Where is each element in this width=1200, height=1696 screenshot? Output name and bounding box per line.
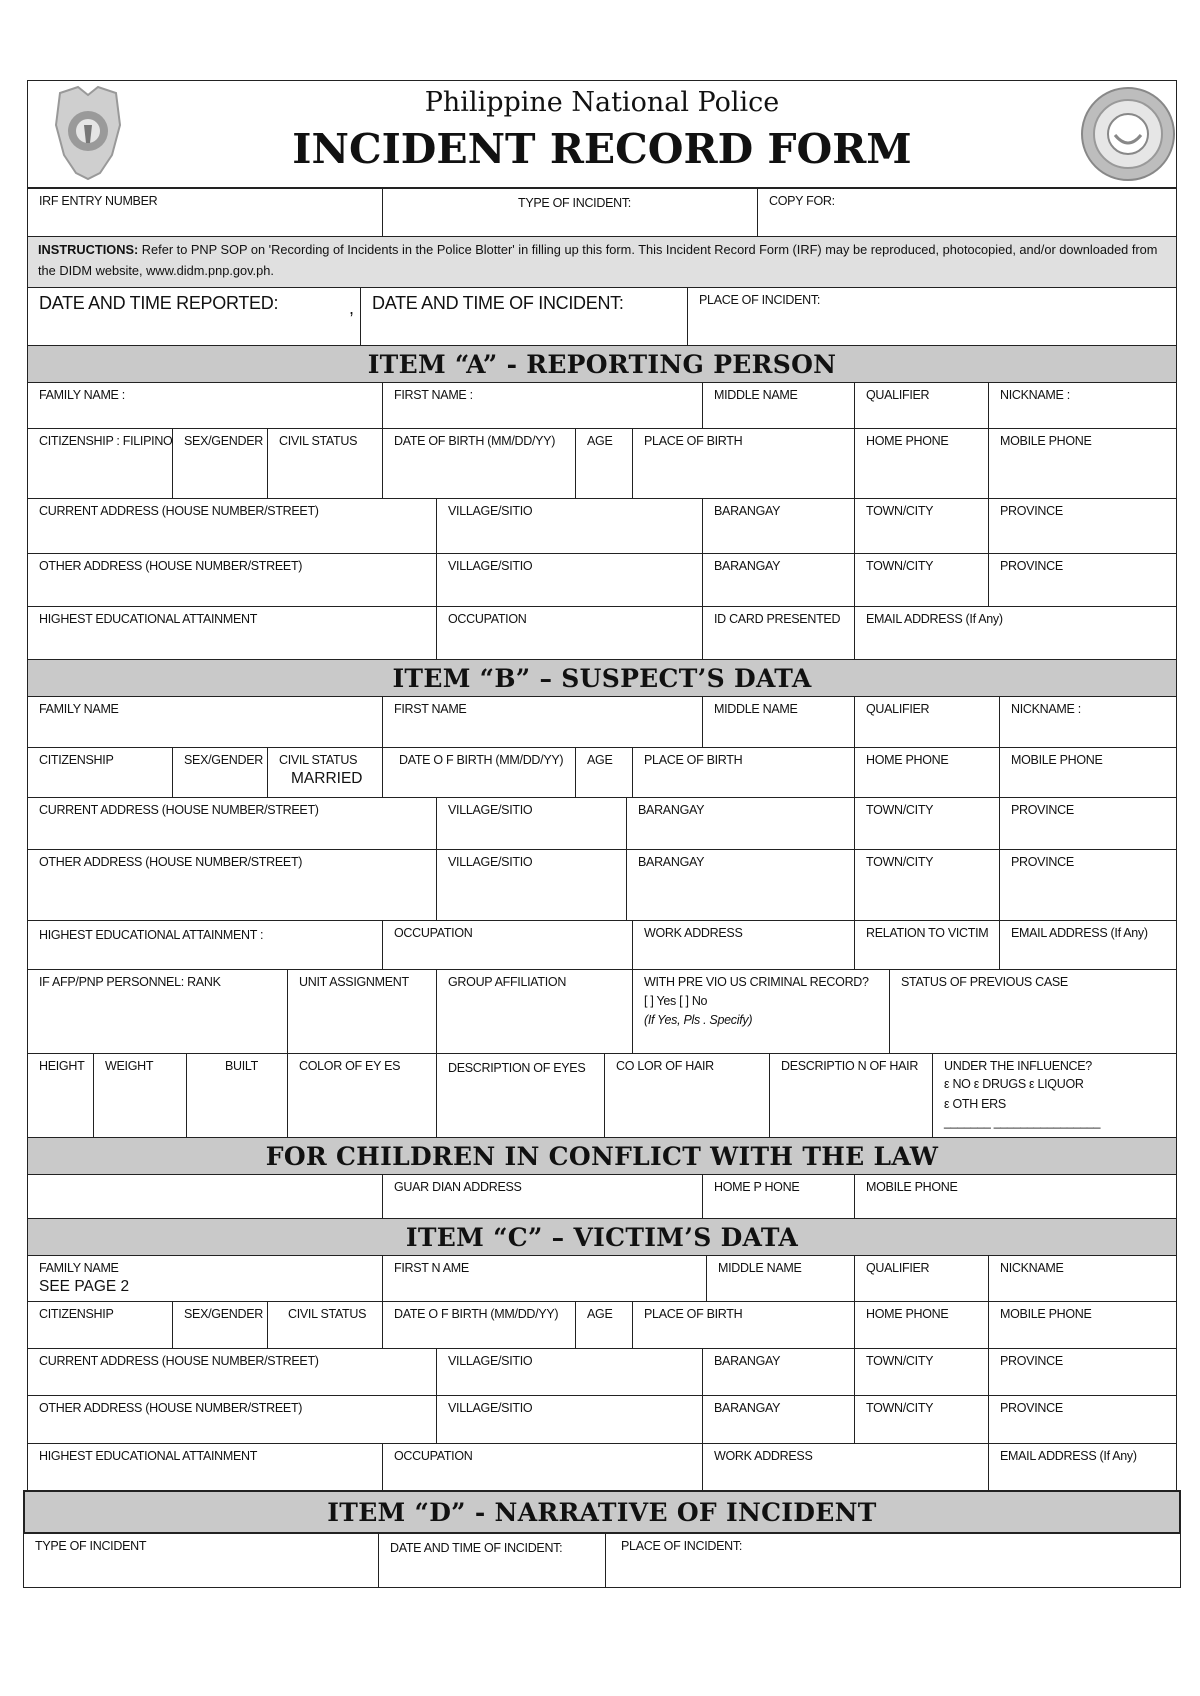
b-relation-label: RELATION TO VICTIM xyxy=(866,926,989,940)
b-first-name-label: FIRST NAME xyxy=(394,702,467,716)
a-home-phone-label: HOME PHONE xyxy=(866,434,949,448)
c-email-cell[interactable] xyxy=(988,1443,1177,1491)
a-place-of-birth-cell[interactable] xyxy=(632,428,855,499)
b-civil-status-value: MARRIED xyxy=(291,770,363,787)
a-province2-label: PROVINCE xyxy=(1000,559,1063,573)
a-qualifier-cell[interactable] xyxy=(854,382,989,429)
b-home-phone-cell[interactable] xyxy=(854,747,1000,798)
a-occupation-cell[interactable] xyxy=(436,606,703,660)
b-first-name-cell[interactable] xyxy=(382,696,703,748)
a-village-label: VILLAGE/SITIO xyxy=(448,504,533,518)
b-influence-options-2[interactable]: ε OTH ERS xyxy=(944,1097,1006,1111)
a-province-label: PROVINCE xyxy=(1000,504,1063,518)
a-barangay-cell[interactable] xyxy=(702,498,855,554)
b-barangay2-cell[interactable] xyxy=(626,849,855,921)
b-influence-label: UNDER THE INFLUENCE? xyxy=(944,1059,1092,1073)
b-work-address-label: WORK ADDRESS xyxy=(644,926,743,940)
b-current-address-cell[interactable] xyxy=(27,797,437,850)
c-other-address-label: OTHER ADDRESS (HOUSE NUMBER/STREET) xyxy=(39,1401,303,1415)
a-village-cell[interactable] xyxy=(436,498,703,554)
c-village2-cell[interactable] xyxy=(436,1395,703,1444)
b-town-cell[interactable] xyxy=(854,797,1000,850)
b-dob-label: DATE O F BIRTH (MM/DD/YY) xyxy=(399,753,564,767)
a-nickname-label: NICKNAME : xyxy=(1000,388,1070,402)
b-rank-cell[interactable] xyxy=(27,969,288,1054)
c-village2-label: VILLAGE/SITIO xyxy=(448,1401,533,1415)
children-heading: FOR CHILDREN IN CONFLICT WITH THE LAW xyxy=(27,1137,1177,1175)
date-incident-label: DATE AND TIME OF INCIDENT: xyxy=(372,293,624,313)
a-id-card-cell[interactable] xyxy=(702,606,855,660)
a-home-phone-cell[interactable] xyxy=(854,428,989,499)
c-mobile-phone-label: MOBILE PHONE xyxy=(1000,1307,1092,1321)
c-barangay2-label: BARANGAY xyxy=(714,1401,781,1415)
c-place-of-birth-cell[interactable] xyxy=(632,1301,855,1349)
a-current-address-cell[interactable] xyxy=(27,498,437,554)
a-province-cell[interactable] xyxy=(988,498,1177,554)
place-incident-label: PLACE OF INCIDENT: xyxy=(699,293,821,307)
b-weight-label: WEIGHT xyxy=(105,1059,154,1073)
b-village-cell[interactable] xyxy=(436,797,627,850)
a-village2-cell[interactable] xyxy=(436,553,703,607)
item-b-heading: ITEM “B” – SUSPECT’S DATA xyxy=(27,659,1177,697)
c-civil-status-cell[interactable] xyxy=(267,1301,383,1349)
b-civil-status-cell[interactable] xyxy=(267,747,383,798)
a-current-address-label: CURRENT ADDRESS (HOUSE NUMBER/STREET) xyxy=(39,504,319,518)
b-place-of-birth-cell[interactable] xyxy=(632,747,855,798)
a-other-address-cell[interactable] xyxy=(27,553,437,607)
b-village-label: VILLAGE/SITIO xyxy=(448,803,533,817)
b-eye-desc-cell[interactable] xyxy=(436,1053,605,1138)
b-group-cell[interactable] xyxy=(436,969,633,1054)
b-barangay2-label: BARANGAY xyxy=(638,855,705,869)
copy-for-cell[interactable] xyxy=(757,188,1177,237)
b-built-cell[interactable] xyxy=(186,1053,288,1138)
children-guardian-address-cell[interactable] xyxy=(382,1174,703,1219)
b-criminal-record-specify: (If Yes, Pls . Specify) xyxy=(644,1013,753,1027)
c-nickname-label: NICKNAME xyxy=(1000,1261,1064,1275)
c-dob-cell[interactable] xyxy=(382,1301,576,1349)
a-town2-label: TOWN/CITY xyxy=(866,559,934,573)
c-nickname-cell[interactable] xyxy=(988,1255,1177,1302)
b-email-cell[interactable] xyxy=(999,920,1177,970)
b-town2-label: TOWN/CITY xyxy=(866,855,934,869)
children-home-phone-label: HOME P HONE xyxy=(714,1180,800,1194)
c-home-phone-label: HOME PHONE xyxy=(866,1307,949,1321)
d-type-label: TYPE OF INCIDENT xyxy=(35,1539,147,1553)
c-middle-name-label: MIDDLE NAME xyxy=(718,1261,802,1275)
b-rank-label: IF AFP/PNP PERSONNEL: RANK xyxy=(39,975,221,989)
a-middle-name-label: MIDDLE NAME xyxy=(714,388,798,402)
b-weight-cell[interactable] xyxy=(93,1053,187,1138)
b-influence-cell[interactable] xyxy=(932,1053,1177,1138)
b-nickname-cell[interactable] xyxy=(999,696,1177,748)
a-sex-label: SEX/GENDER xyxy=(184,434,263,448)
a-civil-status-label: CIVIL STATUS xyxy=(279,434,358,448)
b-middle-name-label: MIDDLE NAME xyxy=(714,702,798,716)
b-citizenship-cell[interactable] xyxy=(27,747,173,798)
copy-for-label: COPY FOR: xyxy=(769,194,835,208)
a-email-label: EMAIL ADDRESS (If Any) xyxy=(866,612,1003,626)
b-hair-color-cell[interactable] xyxy=(604,1053,770,1138)
b-barangay-cell[interactable] xyxy=(626,797,855,850)
c-province-cell[interactable] xyxy=(988,1348,1177,1396)
c-town2-label: TOWN/CITY xyxy=(866,1401,934,1415)
c-place-of-birth-label: PLACE OF BIRTH xyxy=(644,1307,743,1321)
a-family-name-label: FAMILY NAME : xyxy=(39,388,125,402)
a-citizenship-label: CITIZENSHIP : FILIPINO xyxy=(39,434,173,448)
b-hair-desc-label: DESCRIPTIO N OF HAIR xyxy=(781,1059,919,1073)
c-first-name-cell[interactable] xyxy=(382,1255,707,1302)
c-age-cell[interactable] xyxy=(575,1301,633,1349)
c-town-cell[interactable] xyxy=(854,1348,989,1396)
b-current-address-label: CURRENT ADDRESS (HOUSE NUMBER/STREET) xyxy=(39,803,319,817)
d-type-cell[interactable] xyxy=(23,1533,379,1588)
a-town2-cell[interactable] xyxy=(854,553,989,607)
a-nickname-cell[interactable] xyxy=(988,382,1177,429)
c-occupation-cell[interactable] xyxy=(382,1443,703,1491)
c-qualifier-cell[interactable] xyxy=(854,1255,989,1302)
date-reported-cell[interactable] xyxy=(27,287,361,346)
b-province-cell[interactable] xyxy=(999,797,1177,850)
place-incident-cell[interactable] xyxy=(687,287,1177,346)
a-province2-cell[interactable] xyxy=(988,553,1177,607)
b-qualifier-label: QUALIFIER xyxy=(866,702,930,716)
form-title: INCIDENT RECORD FORM xyxy=(292,125,912,173)
c-mobile-phone-cell[interactable] xyxy=(988,1301,1177,1349)
c-dob-label: DATE O F BIRTH (MM/DD/YY) xyxy=(394,1307,559,1321)
b-civil-status-label: CIVIL STATUS xyxy=(279,753,358,767)
c-citizenship-cell[interactable] xyxy=(27,1301,173,1349)
c-sex-cell[interactable] xyxy=(172,1301,268,1349)
a-first-name-label: FIRST NAME : xyxy=(394,388,473,402)
b-barangay-label: BARANGAY xyxy=(638,803,705,817)
a-education-cell[interactable] xyxy=(27,606,437,660)
b-education-cell[interactable] xyxy=(27,920,383,970)
b-criminal-record-cell[interactable] xyxy=(632,969,890,1054)
b-town-label: TOWN/CITY xyxy=(866,803,934,817)
children-blank-cell[interactable] xyxy=(27,1174,383,1219)
a-citizenship-cell[interactable] xyxy=(27,428,173,499)
d-date-cell[interactable] xyxy=(378,1533,606,1588)
a-dob-label: DATE OF BIRTH (MM/DD/YY) xyxy=(394,434,556,448)
a-barangay-label: BARANGAY xyxy=(714,504,781,518)
a-qualifier-label: QUALIFIER xyxy=(866,388,930,402)
b-influence-blank-line[interactable]: _______ ________________ xyxy=(944,1115,1101,1129)
c-occupation-label: OCCUPATION xyxy=(394,1449,473,1463)
b-mobile-phone-cell[interactable] xyxy=(999,747,1177,798)
b-province2-cell[interactable] xyxy=(999,849,1177,921)
item-a-heading: ITEM “A” - REPORTING PERSON xyxy=(27,345,1177,383)
c-current-address-label: CURRENT ADDRESS (HOUSE NUMBER/STREET) xyxy=(39,1354,319,1368)
b-age-label: AGE xyxy=(587,753,613,767)
c-home-phone-cell[interactable] xyxy=(854,1301,989,1349)
b-criminal-record-options[interactable]: [ ] Yes [ ] No xyxy=(644,994,708,1008)
children-mobile-phone-cell[interactable] xyxy=(854,1174,1177,1219)
d-place-cell[interactable] xyxy=(605,1533,1181,1588)
b-village2-cell[interactable] xyxy=(436,849,627,921)
c-citizenship-label: CITIZENSHIP xyxy=(39,1307,114,1321)
b-height-label: HEIGHT xyxy=(39,1059,85,1073)
irf-entry-number-cell[interactable] xyxy=(27,188,383,237)
d-date-label: DATE AND TIME OF INCIDENT: xyxy=(390,1541,563,1555)
didm-seal-logo xyxy=(1079,85,1177,183)
d-place-label: PLACE OF INCIDENT: xyxy=(621,1539,743,1553)
b-hair-desc-cell[interactable] xyxy=(769,1053,933,1138)
a-dob-cell[interactable] xyxy=(382,428,576,499)
b-family-name-label: FAMILY NAME xyxy=(39,702,119,716)
a-town-cell[interactable] xyxy=(854,498,989,554)
a-occupation-label: OCCUPATION xyxy=(448,612,527,626)
a-middle-name-cell[interactable] xyxy=(702,382,855,429)
b-other-address-label: OTHER ADDRESS (HOUSE NUMBER/STREET) xyxy=(39,855,303,869)
b-other-address-cell[interactable] xyxy=(27,849,437,921)
a-mobile-phone-cell[interactable] xyxy=(988,428,1177,499)
b-province-label: PROVINCE xyxy=(1011,803,1074,817)
b-work-address-cell[interactable] xyxy=(632,920,855,970)
type-of-incident-label: TYPE OF INCIDENT: xyxy=(518,196,631,210)
a-village2-label: VILLAGE/SITIO xyxy=(448,559,533,573)
agency-name: Philippine National Police xyxy=(424,87,780,118)
b-eye-color-cell[interactable] xyxy=(287,1053,437,1138)
c-province2-label: PROVINCE xyxy=(1000,1401,1063,1415)
b-home-phone-label: HOME PHONE xyxy=(866,753,949,767)
c-village-cell[interactable] xyxy=(436,1348,703,1396)
b-group-label: GROUP AFFILIATION xyxy=(448,975,567,989)
b-province2-label: PROVINCE xyxy=(1011,855,1074,869)
a-barangay2-label: BARANGAY xyxy=(714,559,781,573)
c-education-cell[interactable] xyxy=(27,1443,383,1491)
form-header xyxy=(27,80,1177,188)
b-criminal-record-label: WITH PRE VIO US CRIMINAL RECORD? xyxy=(644,975,869,989)
b-status-prev-label: STATUS OF PREVIOUS CASE xyxy=(901,975,1068,989)
a-age-cell[interactable] xyxy=(575,428,633,499)
a-education-label: HIGHEST EDUCATIONAL ATTAINMENT xyxy=(39,612,258,626)
a-place-of-birth-label: PLACE OF BIRTH xyxy=(644,434,743,448)
b-nickname-label: NICKNAME : xyxy=(1011,702,1081,716)
b-influence-options-1[interactable]: ε NO ε DRUGS ε LIQUOR xyxy=(944,1077,1084,1091)
b-town2-cell[interactable] xyxy=(854,849,1000,921)
b-age-cell[interactable] xyxy=(575,747,633,798)
instructions-label: INSTRUCTIONS: xyxy=(38,242,139,257)
b-occupation-cell[interactable] xyxy=(382,920,633,970)
b-occupation-label: OCCUPATION xyxy=(394,926,473,940)
b-eye-desc-label: DESCRIPTION OF EYES xyxy=(448,1061,586,1075)
c-barangay-cell[interactable] xyxy=(702,1348,855,1396)
c-sex-label: SEX/GENDER xyxy=(184,1307,263,1321)
c-province-label: PROVINCE xyxy=(1000,1354,1063,1368)
c-family-name-value: SEE PAGE 2 xyxy=(39,1278,130,1295)
b-email-label: EMAIL ADDRESS (If Any) xyxy=(1011,926,1148,940)
b-middle-name-cell[interactable] xyxy=(702,696,855,748)
c-civil-status-label: CIVIL STATUS xyxy=(288,1307,367,1321)
c-barangay-label: BARANGAY xyxy=(714,1354,781,1368)
date-incident-cell[interactable] xyxy=(360,287,688,346)
c-age-label: AGE xyxy=(587,1307,613,1321)
c-province2-cell[interactable] xyxy=(988,1395,1177,1444)
b-family-name-cell[interactable] xyxy=(27,696,383,748)
a-mobile-phone-label: MOBILE PHONE xyxy=(1000,434,1092,448)
b-place-of-birth-label: PLACE OF BIRTH xyxy=(644,753,743,767)
b-hair-color-label: CO LOR OF HAIR xyxy=(616,1059,714,1073)
b-sex-label: SEX/GENDER xyxy=(184,753,263,767)
a-other-address-label: OTHER ADDRESS (HOUSE NUMBER/STREET) xyxy=(39,559,303,573)
b-status-prev-cell[interactable] xyxy=(889,969,1177,1054)
item-c-heading: ITEM “C” – VICTIM’S DATA xyxy=(27,1218,1177,1256)
b-unit-cell[interactable] xyxy=(287,969,437,1054)
b-education-label: HIGHEST EDUCATIONAL ATTAINMENT : xyxy=(39,928,264,942)
item-d-heading: ITEM “D” - NARRATIVE OF INCIDENT xyxy=(23,1490,1181,1534)
c-family-name-cell[interactable] xyxy=(27,1255,383,1302)
date-reported-label: DATE AND TIME REPORTED: xyxy=(39,293,279,313)
a-civil-status-cell[interactable] xyxy=(267,428,383,499)
c-first-name-label: FIRST N AME xyxy=(394,1261,469,1275)
c-barangay2-cell[interactable] xyxy=(702,1395,855,1444)
a-first-name-cell[interactable] xyxy=(382,382,703,429)
c-middle-name-cell[interactable] xyxy=(706,1255,855,1302)
c-village-label: VILLAGE/SITIO xyxy=(448,1354,533,1368)
b-qualifier-cell[interactable] xyxy=(854,696,1000,748)
c-town2-cell[interactable] xyxy=(854,1395,989,1444)
b-mobile-phone-label: MOBILE PHONE xyxy=(1011,753,1103,767)
date-reported-comma: , xyxy=(348,298,354,318)
b-height-cell[interactable] xyxy=(27,1053,94,1138)
instructions-box xyxy=(27,236,1177,288)
c-town-label: TOWN/CITY xyxy=(866,1354,934,1368)
c-other-address-cell[interactable] xyxy=(27,1395,437,1444)
a-family-name-cell[interactable] xyxy=(27,382,383,429)
b-dob-cell[interactable] xyxy=(382,747,576,798)
c-current-address-cell[interactable] xyxy=(27,1348,437,1396)
c-family-name-label: FAMILY NAME xyxy=(39,1261,119,1275)
children-home-phone-cell[interactable] xyxy=(702,1174,855,1219)
b-unit-label: UNIT ASSIGNMENT xyxy=(299,975,409,989)
c-email-label: EMAIL ADDRESS (If Any) xyxy=(1000,1449,1137,1463)
a-town-label: TOWN/CITY xyxy=(866,504,934,518)
b-sex-cell[interactable] xyxy=(172,747,268,798)
c-work-address-label: WORK ADDRESS xyxy=(714,1449,813,1463)
b-built-label: BUILT xyxy=(225,1059,258,1073)
b-relation-cell[interactable] xyxy=(854,920,1000,970)
b-eye-color-label: COLOR OF EY ES xyxy=(299,1059,401,1073)
c-qualifier-label: QUALIFIER xyxy=(866,1261,930,1275)
type-of-incident-cell[interactable] xyxy=(382,188,758,237)
children-mobile-phone-label: MOBILE PHONE xyxy=(866,1180,958,1194)
c-education-label: HIGHEST EDUCATIONAL ATTAINMENT xyxy=(39,1449,258,1463)
a-age-label: AGE xyxy=(587,434,613,448)
irf-entry-number-label: IRF ENTRY NUMBER xyxy=(39,194,158,208)
c-work-address-cell[interactable] xyxy=(702,1443,989,1491)
a-barangay2-cell[interactable] xyxy=(702,553,855,607)
b-village2-label: VILLAGE/SITIO xyxy=(448,855,533,869)
b-citizenship-label: CITIZENSHIP xyxy=(39,753,114,767)
a-sex-cell[interactable] xyxy=(172,428,268,499)
children-guardian-address-label: GUAR DIAN ADDRESS xyxy=(394,1180,522,1194)
a-id-card-label: ID CARD PRESENTED xyxy=(714,612,841,626)
a-email-cell[interactable] xyxy=(854,606,1177,660)
instructions-text: Refer to PNP SOP on 'Recording of Incidents in the Police Blotter' in filling up this form. This Incident Record Form (IRF) may be reproduced, photocopied, and/or downloaded from the DIDM website, www.didm.pnp.gov.ph. xyxy=(38,242,1158,278)
